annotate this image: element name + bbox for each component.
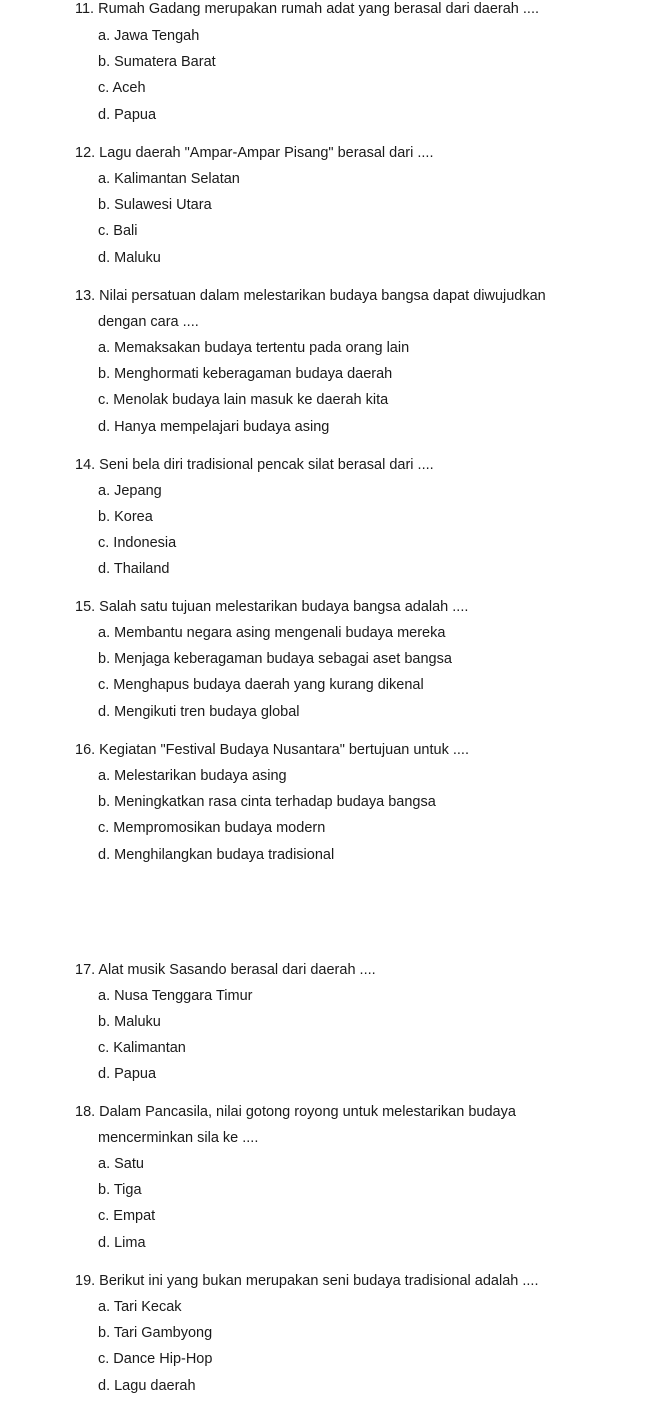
option-d: d. Lima: [98, 1235, 146, 1251]
option-c: c. Dance Hip-Hop: [98, 1351, 213, 1367]
option-c: c. Bali: [98, 223, 138, 239]
question-text: 15. Salah satu tujuan melestarikan budaya bangsa adalah ....: [75, 599, 469, 615]
option-a: a. Jepang: [98, 483, 162, 499]
option-c: c. Mempromosikan budaya modern: [98, 820, 326, 836]
option-b: b. Menjaga keberagaman budaya sebagai aset bangsa: [98, 651, 452, 667]
option-a: a. Nusa Tenggara Timur: [98, 988, 253, 1004]
option-b: b. Menghormati keberagaman budaya daerah: [98, 366, 393, 382]
option-c: c. Aceh: [98, 80, 146, 96]
option-b: b. Tiga: [98, 1182, 142, 1198]
question-text: 17. Alat musik Sasando berasal dari daerah ....: [75, 962, 376, 978]
option-d: d. Thailand: [98, 561, 170, 577]
option-a: a. Satu: [98, 1156, 144, 1172]
option-a: a. Membantu negara asing mengenali budaya mereka: [98, 625, 446, 641]
option-c: c. Empat: [98, 1208, 156, 1224]
option-a: a. Tari Kecak: [98, 1299, 182, 1315]
option-a: a. Jawa Tengah: [98, 28, 200, 44]
option-a: a. Memaksakan budaya tertentu pada orang lain: [98, 340, 410, 356]
question-text: 12. Lagu daerah "Ampar-Ampar Pisang" berasal dari ....: [75, 145, 434, 161]
option-d: d. Papua: [98, 107, 157, 123]
option-b: b. Sulawesi Utara: [98, 197, 212, 213]
option-d: d. Mengikuti tren budaya global: [98, 704, 300, 720]
question-text: 14. Seni bela diri tradisional pencak silat berasal dari ....: [75, 457, 434, 473]
option-d: d. Menghilangkan budaya tradisional: [98, 847, 335, 863]
option-d: d. Maluku: [98, 250, 161, 266]
option-a: a. Kalimantan Selatan: [98, 171, 240, 187]
option-d: d. Lagu daerah: [98, 1378, 196, 1394]
option-b: b. Tari Gambyong: [98, 1325, 213, 1341]
option-b: b. Korea: [98, 509, 153, 525]
option-c: c. Kalimantan: [98, 1040, 186, 1056]
option-c: c. Indonesia: [98, 535, 177, 551]
option-b: b. Sumatera Barat: [98, 54, 216, 70]
option-c: c. Menolak budaya lain masuk ke daerah kita: [98, 392, 389, 408]
question-text: 16. Kegiatan "Festival Budaya Nusantara" bertujuan untuk ....: [75, 742, 469, 758]
question-text-continued: mencerminkan sila ke ....: [98, 1130, 259, 1146]
option-b: b. Meningkatkan rasa cinta terhadap budaya bangsa: [98, 794, 436, 810]
option-d: d. Hanya mempelajari budaya asing: [98, 419, 330, 435]
question-text: 11. Rumah Gadang merupakan rumah adat yang berasal dari daerah ....: [75, 1, 540, 17]
question-text: 18. Dalam Pancasila, nilai gotong royong untuk melestarikan budaya: [75, 1104, 516, 1120]
option-d: d. Papua: [98, 1066, 157, 1082]
question-text-continued: dengan cara ....: [98, 314, 199, 330]
option-b: b. Maluku: [98, 1014, 161, 1030]
option-c: c. Menghapus budaya daerah yang kurang dikenal: [98, 677, 424, 693]
question-text: 13. Nilai persatuan dalam melestarikan budaya bangsa dapat diwujudkan: [75, 288, 546, 304]
option-a: a. Melestarikan budaya asing: [98, 768, 287, 784]
question-text: 19. Berikut ini yang bukan merupakan seni budaya tradisional adalah ....: [75, 1273, 539, 1289]
